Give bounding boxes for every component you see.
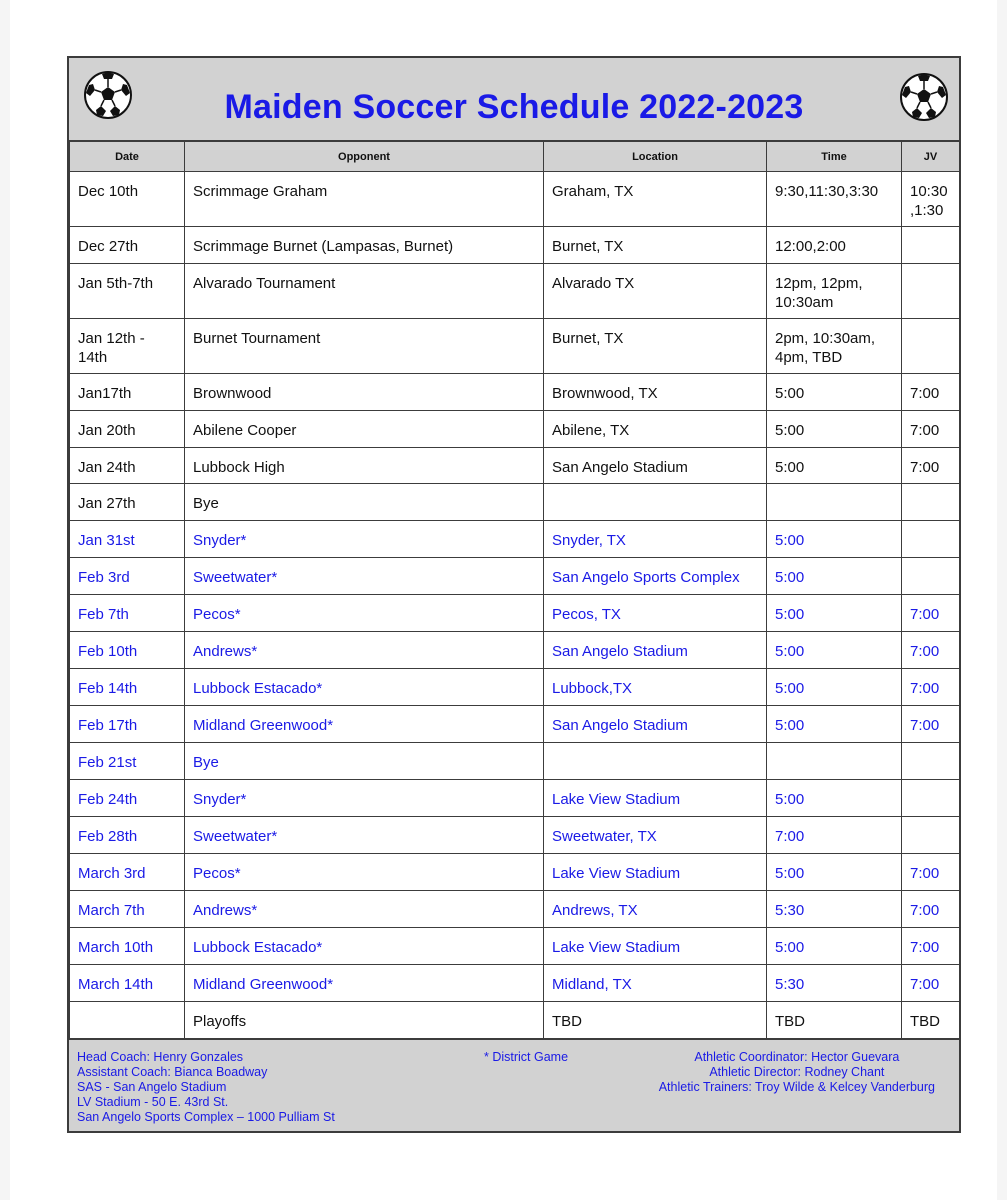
- cell-location: [544, 743, 767, 780]
- cell-date: Jan 31st: [70, 521, 185, 558]
- cell-opponent: Bye: [185, 484, 544, 521]
- column-header-location: Location: [544, 142, 767, 172]
- cell-date: Feb 10th: [70, 632, 185, 669]
- schedule-table: [69, 141, 960, 1039]
- cell-opponent: Lubbock Estacado*: [185, 928, 544, 965]
- table-row: [70, 928, 960, 965]
- cell-time: 12pm, 12pm, 10:30am: [767, 264, 902, 319]
- cell-opponent: Playoffs: [185, 1002, 544, 1039]
- table-row: [70, 854, 960, 891]
- cell-jv: [902, 521, 960, 558]
- cell-opponent: Scrimmage Graham: [185, 172, 544, 227]
- cell-date: Jan 5th-7th: [70, 264, 185, 319]
- table-row: [70, 172, 960, 227]
- cell-jv: 7:00: [902, 669, 960, 706]
- table-row: [70, 669, 960, 706]
- table-row: [70, 227, 960, 264]
- cell-time: 5:00: [767, 411, 902, 448]
- table-row: [70, 264, 960, 319]
- cell-opponent: Pecos*: [185, 854, 544, 891]
- cell-time: 5:00: [767, 780, 902, 817]
- cell-time: TBD: [767, 1002, 902, 1039]
- cell-location: Brownwood, TX: [544, 374, 767, 411]
- cell-date: Dec 10th: [70, 172, 185, 227]
- cell-location: Burnet, TX: [544, 319, 767, 374]
- head-coach-text: Head Coach: Henry Gonzales: [77, 1050, 244, 1064]
- cell-time: 5:00: [767, 558, 902, 595]
- cell-jv: 7:00: [902, 411, 960, 448]
- cell-location: Sweetwater, TX: [544, 817, 767, 854]
- page: [10, 0, 997, 1200]
- table-row: [70, 1002, 960, 1039]
- cell-location: Burnet, TX: [544, 227, 767, 264]
- cell-location: Graham, TX: [544, 172, 767, 227]
- cell-opponent: Lubbock High: [185, 448, 544, 484]
- cell-time: [767, 743, 902, 780]
- sports-complex-legend-text: San Angelo Sports Complex – 1000 Pulliam St: [77, 1110, 335, 1124]
- cell-time: 2pm, 10:30am, 4pm, TBD: [767, 319, 902, 374]
- cell-date: Feb 24th: [70, 780, 185, 817]
- cell-jv: [902, 227, 960, 264]
- cell-jv: 7:00: [902, 595, 960, 632]
- cell-time: [767, 484, 902, 521]
- cell-date: Feb 21st: [70, 743, 185, 780]
- cell-location: Lake View Stadium: [544, 928, 767, 965]
- cell-location: Abilene, TX: [544, 411, 767, 448]
- table-row: [70, 595, 960, 632]
- cell-date: [70, 1002, 185, 1039]
- table-row: [70, 448, 960, 484]
- cell-opponent: Abilene Cooper: [185, 411, 544, 448]
- column-header-date: Date: [70, 142, 185, 172]
- cell-opponent: Snyder*: [185, 780, 544, 817]
- cell-location: TBD: [544, 1002, 767, 1039]
- cell-date: Jan 12th - 14th: [70, 319, 185, 374]
- cell-location: San Angelo Stadium: [544, 706, 767, 743]
- cell-jv: 10:30 ,1:30: [902, 172, 960, 227]
- cell-date: Feb 7th: [70, 595, 185, 632]
- table-row: [70, 558, 960, 595]
- table-header-row: [70, 142, 960, 172]
- table-row: [70, 411, 960, 448]
- title-band: [69, 58, 959, 141]
- cell-time: 5:00: [767, 854, 902, 891]
- table-row: [70, 965, 960, 1002]
- cell-opponent: Brownwood: [185, 374, 544, 411]
- assistant-coach-text: Assistant Coach: Bianca Boadway: [77, 1065, 268, 1079]
- cell-jv: TBD: [902, 1002, 960, 1039]
- schedule-sheet: [67, 56, 961, 1133]
- table-row: [70, 484, 960, 521]
- cell-opponent: Sweetwater*: [185, 817, 544, 854]
- cell-location: San Angelo Sports Complex: [544, 558, 767, 595]
- cell-date: March 7th: [70, 891, 185, 928]
- column-header-opponent: Opponent: [185, 142, 544, 172]
- cell-date: Jan17th: [70, 374, 185, 411]
- cell-date: Jan 27th: [70, 484, 185, 521]
- cell-time: 5:00: [767, 669, 902, 706]
- cell-time: 5:00: [767, 706, 902, 743]
- cell-date: Dec 27th: [70, 227, 185, 264]
- cell-jv: [902, 817, 960, 854]
- cell-jv: 7:00: [902, 891, 960, 928]
- cell-jv: [902, 264, 960, 319]
- cell-date: March 10th: [70, 928, 185, 965]
- cell-time: 7:00: [767, 817, 902, 854]
- cell-time: 5:00: [767, 595, 902, 632]
- cell-jv: 7:00: [902, 928, 960, 965]
- cell-jv: 7:00: [902, 632, 960, 669]
- cell-opponent: Bye: [185, 743, 544, 780]
- cell-time: 5:00: [767, 521, 902, 558]
- table-row: [70, 780, 960, 817]
- athletic-director-text: Athletic Director: Rodney Chant: [709, 1065, 885, 1079]
- cell-time: 5:30: [767, 965, 902, 1002]
- table-row: [70, 743, 960, 780]
- cell-jv: 7:00: [902, 965, 960, 1002]
- cell-opponent: Andrews*: [185, 632, 544, 669]
- footer-athletics-info: [659, 1050, 935, 1095]
- cell-location: Lake View Stadium: [544, 854, 767, 891]
- cell-opponent: Lubbock Estacado*: [185, 669, 544, 706]
- table-row: [70, 319, 960, 374]
- cell-location: Lubbock,TX: [544, 669, 767, 706]
- table-row: [70, 891, 960, 928]
- district-game-note: * District Game: [484, 1050, 569, 1064]
- cell-time: 9:30,11:30,3:30: [767, 172, 902, 227]
- cell-jv: 7:00: [902, 448, 960, 484]
- cell-location: Snyder, TX: [544, 521, 767, 558]
- cell-jv: 7:00: [902, 374, 960, 411]
- cell-date: Feb 28th: [70, 817, 185, 854]
- cell-date: Jan 24th: [70, 448, 185, 484]
- cell-date: March 14th: [70, 965, 185, 1002]
- cell-jv: [902, 319, 960, 374]
- footer: [69, 1039, 959, 1131]
- table-row: [70, 521, 960, 558]
- cell-opponent: Scrimmage Burnet (Lampasas, Burnet): [185, 227, 544, 264]
- cell-time: 5:00: [767, 448, 902, 484]
- cell-jv: [902, 743, 960, 780]
- cell-time: 12:00,2:00: [767, 227, 902, 264]
- cell-location: Lake View Stadium: [544, 780, 767, 817]
- table-row: [70, 706, 960, 743]
- cell-opponent: Alvarado Tournament: [185, 264, 544, 319]
- cell-jv: [902, 484, 960, 521]
- cell-location: San Angelo Stadium: [544, 448, 767, 484]
- cell-location: Pecos, TX: [544, 595, 767, 632]
- cell-opponent: Snyder*: [185, 521, 544, 558]
- table-row: [70, 817, 960, 854]
- cell-location: Alvarado TX: [544, 264, 767, 319]
- cell-date: Feb 17th: [70, 706, 185, 743]
- cell-date: Feb 3rd: [70, 558, 185, 595]
- cell-date: March 3rd: [70, 854, 185, 891]
- cell-location: San Angelo Stadium: [544, 632, 767, 669]
- cell-opponent: Andrews*: [185, 891, 544, 928]
- cell-opponent: Burnet Tournament: [185, 319, 544, 374]
- cell-date: Feb 14th: [70, 669, 185, 706]
- cell-location: [544, 484, 767, 521]
- cell-jv: [902, 558, 960, 595]
- cell-location: Midland, TX: [544, 965, 767, 1002]
- cell-opponent: Midland Greenwood*: [185, 965, 544, 1002]
- cell-location: Andrews, TX: [544, 891, 767, 928]
- cell-time: 5:30: [767, 891, 902, 928]
- sas-legend-text: SAS - San Angelo Stadium: [77, 1080, 227, 1094]
- cell-time: 5:00: [767, 632, 902, 669]
- cell-date: Jan 20th: [70, 411, 185, 448]
- cell-jv: 7:00: [902, 854, 960, 891]
- soccer-ball-icon: [899, 72, 949, 122]
- cell-time: 5:00: [767, 374, 902, 411]
- cell-time: 5:00: [767, 928, 902, 965]
- table-row: [70, 374, 960, 411]
- cell-opponent: Pecos*: [185, 595, 544, 632]
- athletic-trainers-text: Athletic Trainers: Troy Wilde & Kelcey Vanderburg: [658, 1080, 935, 1094]
- footer-staff-info: [77, 1050, 335, 1125]
- cell-opponent: Midland Greenwood*: [185, 706, 544, 743]
- column-header-time: Time: [767, 142, 902, 172]
- cell-jv: [902, 780, 960, 817]
- athletic-coordinator-text: Athletic Coordinator: Hector Guevara: [694, 1050, 900, 1064]
- cell-opponent: Sweetwater*: [185, 558, 544, 595]
- lv-stadium-legend-text: LV Stadium - 50 E. 43rd St.: [77, 1095, 229, 1109]
- cell-jv: 7:00: [902, 706, 960, 743]
- column-header-jv: JV: [902, 142, 960, 172]
- table-row: [70, 632, 960, 669]
- page-title: Maiden Soccer Schedule 2022-2023: [224, 88, 804, 126]
